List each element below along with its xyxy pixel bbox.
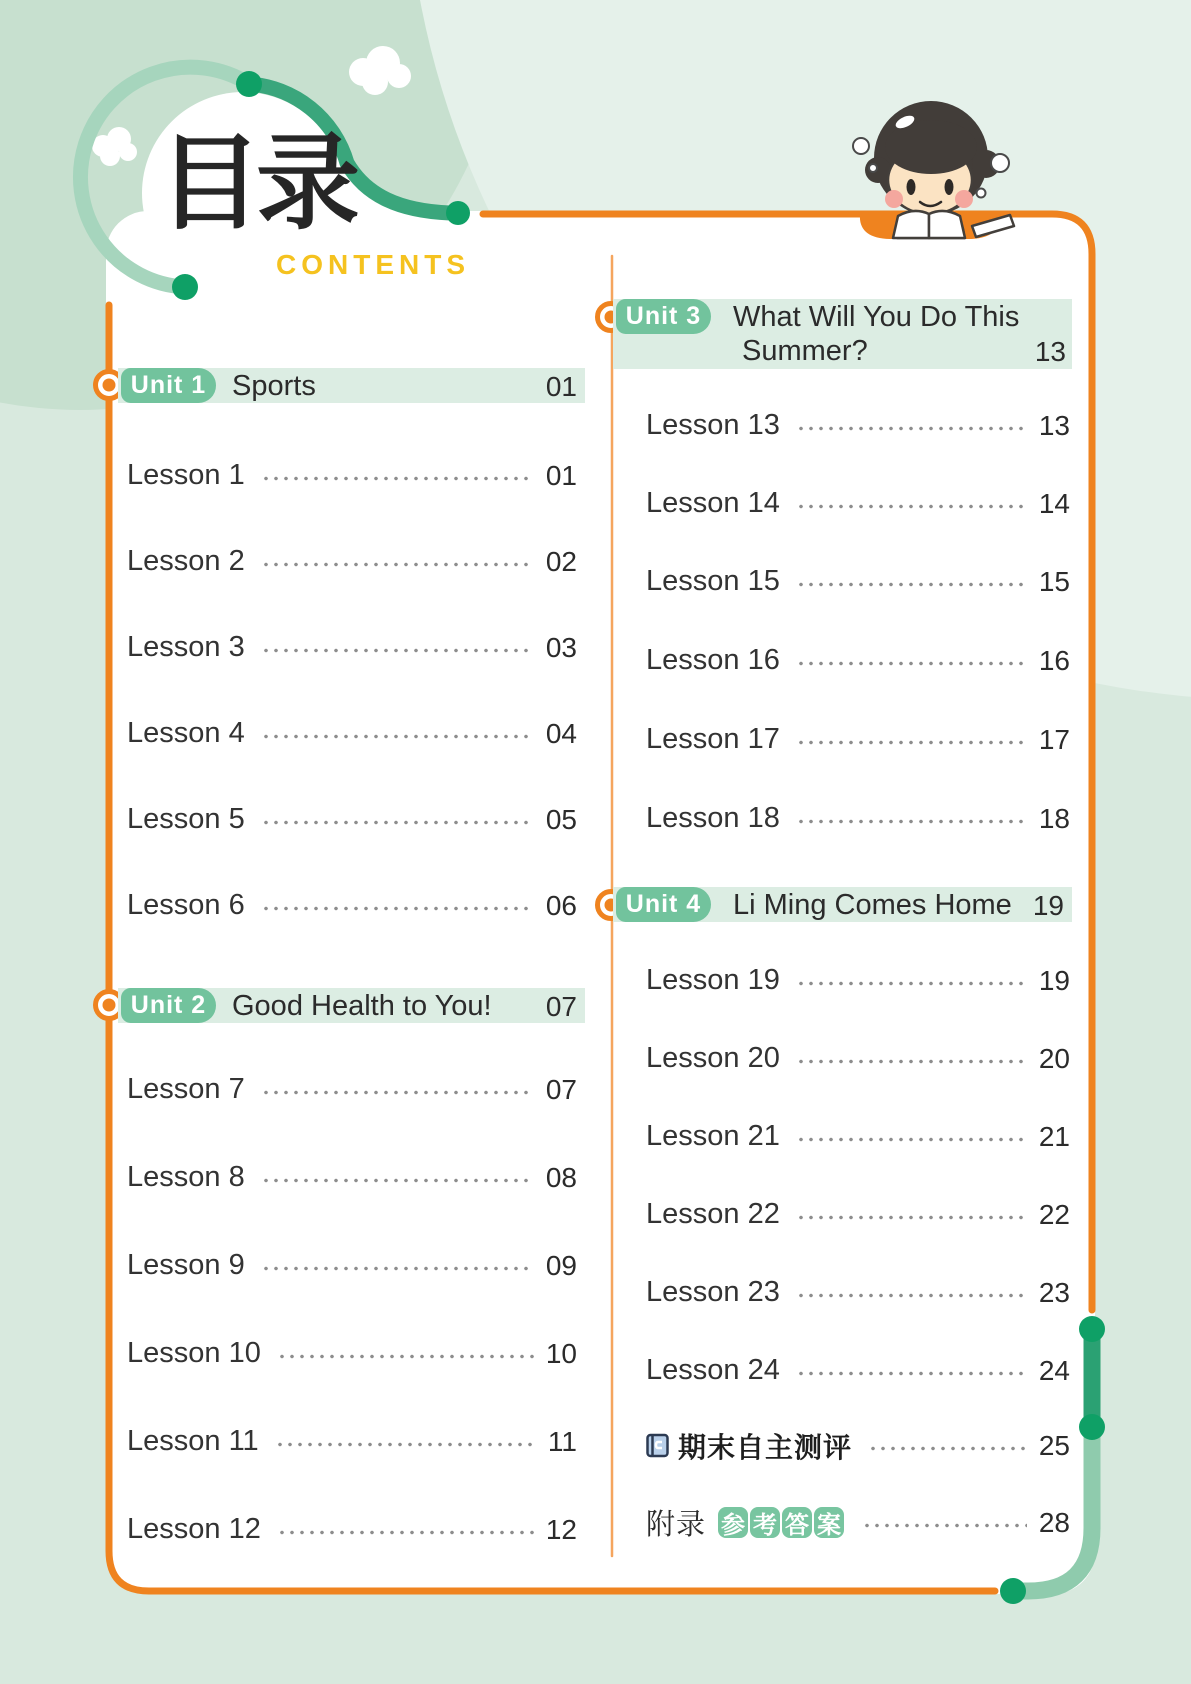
toc-row: [646, 642, 1070, 679]
lesson-label: Lesson 19: [646, 964, 780, 996]
unit1-badge: Unit 1: [121, 368, 216, 403]
unit2-title: Good Health to You!: [232, 990, 492, 1022]
page-number: 20: [1038, 1042, 1070, 1074]
lesson-label: Lesson 8: [127, 1161, 245, 1193]
page-number: 21: [1038, 1120, 1070, 1152]
answer-badge-char: 考: [750, 1507, 780, 1538]
toc-row: [127, 1247, 577, 1284]
toc-row: [646, 1040, 1070, 1077]
unit1-title: Sports: [232, 370, 316, 402]
lesson-label: Lesson 22: [646, 1198, 780, 1230]
page-number: 22: [1038, 1198, 1070, 1230]
lesson-label: Lesson 4: [127, 717, 245, 749]
toc-row: [646, 800, 1070, 837]
lesson-label: Lesson 18: [646, 802, 780, 834]
page-number: 16: [1038, 644, 1070, 676]
dotted-leader: [261, 906, 534, 911]
page-number: 04: [545, 717, 577, 749]
page-subtitle: CONTENTS: [276, 249, 470, 280]
answer-badge-char: 答: [782, 1507, 812, 1538]
lesson-label: Lesson 3: [127, 631, 245, 663]
dotted-leader: [796, 426, 1027, 431]
page-number: 15: [1038, 565, 1070, 597]
page-number: 10: [545, 1337, 577, 1369]
lesson-label: Lesson 1: [127, 459, 245, 491]
toc-row: [127, 801, 577, 838]
lesson-label: Lesson 11: [127, 1425, 259, 1457]
toc-row: [646, 563, 1070, 600]
unit2-badge: Unit 2: [121, 988, 216, 1023]
final-exam-label: 期末自主测评: [678, 1431, 853, 1463]
toc-row: [127, 543, 577, 580]
page-number: 13: [1038, 409, 1070, 441]
toc-row: [127, 1335, 577, 1372]
toc-row: [646, 1352, 1070, 1389]
dotted-leader: [796, 981, 1027, 986]
unit3-title-line2: Summer?: [742, 335, 868, 367]
dotted-leader: [868, 1446, 1027, 1451]
notebook-icon: [646, 1433, 669, 1458]
lesson-label: Lesson 15: [646, 565, 780, 597]
toc-row: [646, 721, 1070, 758]
unit4-page: 19: [1032, 890, 1064, 921]
dotted-leader: [796, 740, 1027, 745]
dotted-leader: [796, 582, 1027, 587]
page-number: 01: [545, 459, 577, 491]
unit3-title-line1: What Will You Do This: [733, 301, 1020, 333]
toc-row: [646, 1118, 1070, 1155]
dotted-leader: [277, 1354, 534, 1359]
toc-row: [127, 1511, 577, 1548]
lesson-label: Lesson 21: [646, 1120, 780, 1152]
lesson-label: Lesson 14: [646, 487, 780, 519]
final-exam-row: [646, 1427, 1070, 1464]
unit1-page: 01: [545, 371, 577, 402]
dotted-leader: [862, 1523, 1027, 1528]
lesson-label: Lesson 23: [646, 1276, 780, 1308]
lesson-label: Lesson 16: [646, 644, 780, 676]
page-number: 28: [1038, 1506, 1070, 1538]
page-number: 24: [1038, 1354, 1070, 1386]
page-number: 14: [1038, 487, 1070, 519]
toc-row: [127, 1423, 577, 1460]
answer-badge-char: 案: [814, 1507, 844, 1538]
dotted-leader: [796, 1293, 1027, 1298]
toc-row: [127, 1071, 577, 1108]
page-number: 03: [545, 631, 577, 663]
dotted-leader: [796, 1137, 1027, 1142]
toc-row: [646, 1274, 1070, 1311]
dotted-leader: [261, 476, 534, 481]
dotted-leader: [275, 1442, 536, 1447]
dotted-leader: [796, 1215, 1027, 1220]
dotted-leader: [277, 1530, 534, 1535]
lesson-label: Lesson 24: [646, 1354, 780, 1386]
toc-row: [646, 485, 1070, 522]
lesson-label: Lesson 20: [646, 1042, 780, 1074]
toc-row: [646, 407, 1070, 444]
toc-row: [646, 1196, 1070, 1233]
lesson-label: Lesson 5: [127, 803, 245, 835]
appendix-label: 附录: [646, 1509, 707, 1541]
toc-row: [127, 457, 577, 494]
page-number: 02: [545, 545, 577, 577]
unit3-header: [613, 299, 1072, 369]
page-number: 23: [1038, 1276, 1070, 1308]
page-number: 08: [545, 1161, 577, 1193]
page-number: 07: [545, 1073, 577, 1105]
page-title: 目录: [158, 126, 355, 242]
dotted-leader: [796, 1371, 1027, 1376]
dotted-leader: [796, 661, 1027, 666]
unit3-badge: Unit 3: [616, 299, 711, 334]
toc-row: [127, 1159, 577, 1196]
toc-row: [127, 629, 577, 666]
page-number: 09: [545, 1249, 577, 1281]
dotted-leader: [261, 1178, 534, 1183]
lesson-label: Lesson 12: [127, 1513, 261, 1545]
dotted-leader: [261, 1266, 534, 1271]
lesson-label: Lesson 7: [127, 1073, 245, 1105]
lesson-label: Lesson 2: [127, 545, 245, 577]
dotted-leader: [261, 734, 534, 739]
toc-row: [127, 715, 577, 752]
lesson-label: Lesson 13: [646, 409, 780, 441]
unit3-page: 13: [1034, 336, 1066, 367]
unit2-header: [118, 988, 585, 1023]
page-number: 05: [545, 803, 577, 835]
unit4-title: Li Ming Comes Home: [733, 889, 1012, 921]
dotted-leader: [261, 820, 534, 825]
page-number: 12: [545, 1513, 577, 1545]
unit4-badge: Unit 4: [616, 887, 711, 922]
unit4-header: [613, 887, 1072, 922]
unit1-header: [118, 368, 585, 403]
page-number: 11: [547, 1425, 577, 1457]
toc-row: [646, 962, 1070, 999]
lesson-label: Lesson 9: [127, 1249, 245, 1281]
lesson-label: Lesson 10: [127, 1337, 261, 1369]
dotted-leader: [261, 648, 534, 653]
page-number: 17: [1038, 723, 1070, 755]
dotted-leader: [796, 1059, 1027, 1064]
lesson-label: Lesson 17: [646, 723, 780, 755]
dotted-leader: [261, 562, 534, 567]
page-number: 19: [1038, 964, 1070, 996]
page-number: 25: [1038, 1429, 1070, 1461]
appendix-row: [646, 1504, 1070, 1541]
page-number: 18: [1038, 802, 1070, 834]
dotted-leader: [261, 1090, 534, 1095]
page-number: 06: [545, 889, 577, 921]
dotted-leader: [796, 504, 1027, 509]
lesson-label: Lesson 6: [127, 889, 245, 921]
unit2-page: 07: [545, 991, 577, 1022]
toc-row: [127, 887, 577, 924]
answer-badge-char: 参: [718, 1507, 748, 1538]
dotted-leader: [796, 819, 1027, 824]
